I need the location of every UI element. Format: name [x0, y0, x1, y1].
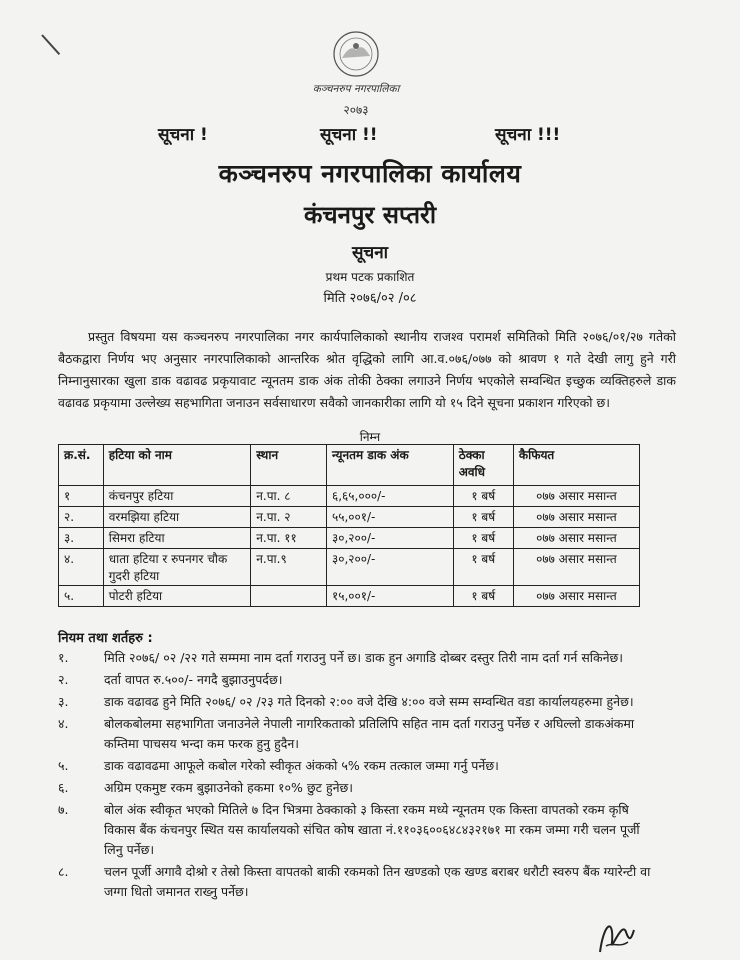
- table-header-row: [59, 445, 640, 486]
- term-text: अग्रिम एकमुष्ट रकम बुझाउनेको हकमा १०% छुट हुनेछ।: [104, 780, 354, 795]
- cell: ३०,२००/-: [327, 528, 454, 549]
- term-text: दर्ता वापत रु.५००/- नगदै बुझाउनुपर्दछ।: [104, 672, 283, 687]
- term-number: ५.: [58, 758, 69, 773]
- cell: ०७७ असार मसान्त: [513, 528, 639, 549]
- cell: १: [59, 486, 104, 507]
- list-item: [58, 714, 662, 754]
- auction-table: [58, 444, 640, 607]
- term-number: ३.: [58, 694, 69, 709]
- notice-label: सूचना !!!: [495, 125, 561, 145]
- term-number: ८.: [58, 864, 69, 879]
- table-row: [59, 486, 640, 507]
- notice-row: [0, 122, 740, 148]
- term-number: ७.: [58, 802, 69, 817]
- list-item: [58, 800, 662, 860]
- column-header: कैफियत: [513, 445, 639, 486]
- term-text: मिति २०७६/ ०२ /२२ गते सम्ममा नाम दर्ता गराउनु पर्ने छ। डाक हुन अगाडि दोब्बर दस्तुर तिरी नाम दर्ता गर्न सकिनेछ।: [104, 650, 624, 665]
- list-item: [58, 648, 662, 668]
- cell: कंचनपुर हटिया: [103, 486, 251, 507]
- seal-year: २०७३: [343, 103, 369, 117]
- cell: ६,६५,०००/-: [327, 486, 454, 507]
- term-number: ४.: [58, 716, 69, 731]
- office-seal: [298, 20, 414, 126]
- cell: ३०,२००/-: [327, 549, 454, 586]
- terms-list: [58, 648, 662, 904]
- cell: १५,००१/-: [327, 586, 454, 607]
- term-number: १.: [58, 650, 69, 665]
- cell: [251, 586, 327, 607]
- notice-label: सूचना !!: [320, 125, 378, 145]
- cell: सिमरा हटिया: [103, 528, 251, 549]
- cell: ५५,००१/-: [327, 507, 454, 528]
- column-header: ठेक्का अवधि: [453, 445, 513, 486]
- pen-mark: [41, 34, 60, 55]
- list-item: [58, 778, 662, 798]
- office-location: कंचनपुर सप्तरी: [303, 201, 437, 229]
- cell: १ बर्ष: [453, 528, 513, 549]
- table-row: [59, 528, 640, 549]
- notice-heading: सूचना: [351, 243, 389, 263]
- signature: [592, 912, 638, 956]
- notice-label: सूचना !: [158, 125, 208, 145]
- date-line: मिति २०७६/०२ /०८: [323, 291, 417, 306]
- list-item: [58, 756, 662, 776]
- table-row: [59, 549, 640, 586]
- cell: ०७७ असार मसान्त: [513, 507, 639, 528]
- cell: १ बर्ष: [453, 486, 513, 507]
- cell: न.पा.९: [251, 549, 327, 586]
- term-text: चलन पूर्जी अगावै दोश्रो र तेस्रो किस्ता वापतको बाकी रकमको तिन खण्डको एक खण्ड बराबर धरौटी स्वरुप बैंक ग्यारेन्टी वा जग्गा धितो जमानत राख्नु पर्नेछ।: [104, 864, 651, 899]
- publication-line: प्रथम पटक प्रकाशित: [325, 270, 415, 284]
- column-header: क्र.सं.: [59, 445, 104, 486]
- column-header: हटिया को नाम: [103, 445, 251, 486]
- term-number: २.: [58, 672, 69, 687]
- office-title: कञ्चनरुप नगरपालिका कार्यालय: [218, 159, 522, 188]
- term-number: ६.: [58, 780, 69, 795]
- term-text: डाक वढावढ हुने मिति २०७६/ ०२ /२३ गते दिनको २:०० वजे देखि ४:०० वजे सम्म सम्वन्धित वडा कार्यालयहरुमा हुनेछ।: [104, 694, 634, 709]
- cell: न.पा. ११: [251, 528, 327, 549]
- cell: ०७७ असार मसान्त: [513, 549, 639, 586]
- terms-heading: नियम तथा शर्तहरु :: [58, 631, 153, 646]
- cell: न.पा. ८: [251, 486, 327, 507]
- body-paragraph: प्रस्तुत विषयमा यस कञ्चनरुप नगरपालिका नगर कार्यपालिकाको स्थानीय राजश्व परामर्श समितिको मिति २०७६/०१/२७ गतेको बैठकद्वारा निर्णय भए अनुसार नगरपालिकाको आन्तरिक श्रोत वृद्धिको लागि आ.व.०७६/०७७ को श्रावण १ गते देखी लागु हुने गरी निम्नानुसारका खुला डाक वढावढ प्रकृयावाट न्यूनतम डाक अंक तोकी ठेक्का लगाउने निर्णय भएकोले सम्वन्धित इच्छुक व्यक्तिहरुले डाक वढावढ प्रकृयामा उल्लेख्य सहभागिता जनाउन सर्वसाधारण सवैको जानकारीका लागि यो १५ दिने सूचना प्रकाशन गरिएको छ।: [58, 329, 676, 410]
- cell: पोटरी हटिया: [103, 586, 251, 607]
- cell: २.: [59, 507, 104, 528]
- cell: वरमझिया हटिया: [103, 507, 251, 528]
- list-item: [58, 692, 662, 712]
- column-header: स्थान: [251, 445, 327, 486]
- cell: धाता हटिया र रुपनगर चौक गुदरी हटिया: [103, 549, 251, 586]
- table-row: [59, 586, 640, 607]
- cell: १ बर्ष: [453, 507, 513, 528]
- cell: ३.: [59, 528, 104, 549]
- table-row: [59, 507, 640, 528]
- table-label: निम्न: [359, 430, 381, 444]
- term-text: डाक वढावढमा आफूले कबोल गरेको स्वीकृत अंकको ५% रकम तत्काल जम्मा गर्नु पर्नेछ।: [104, 758, 499, 773]
- term-text: बोलकबोलमा सहभागिता जनाउनेले नेपाली नागरिकताको प्रतिलिपि सहित नाम दर्ता गराउनु पर्नेछ र अघिल्लो डाकअंकमा कम्तिमा पाचसय भन्दा कम फरक हुनु हुदैन।: [104, 716, 635, 751]
- cell: ५.: [59, 586, 104, 607]
- cell: न.पा. २: [251, 507, 327, 528]
- cell: ४.: [59, 549, 104, 586]
- cell: १ बर्ष: [453, 549, 513, 586]
- cell: ०७७ असार मसान्त: [513, 586, 639, 607]
- seal-text: कञ्चनरुप नगरपालिका: [312, 83, 400, 95]
- list-item: [58, 670, 662, 690]
- column-header: न्यूनतम डाक अंक: [327, 445, 454, 486]
- cell: १ बर्ष: [453, 586, 513, 607]
- list-item: [58, 862, 662, 902]
- cell: ०७७ असार मसान्त: [513, 486, 639, 507]
- term-text: बोल अंक स्वीकृत भएको मितिले ७ दिन भित्रमा ठेक्काको ३ किस्ता रकम मध्ये न्यूनतम एक किस्ता वापतको रकम कृषि विकास बैंक कंचनपुर स्थित यस कार्यालयको संचित कोष खाता नं.११०३६००६४८४३२१७१ मा रकम जम्मा गरी चलन पूर्जी लिनु पर्नेछ।: [104, 802, 640, 857]
